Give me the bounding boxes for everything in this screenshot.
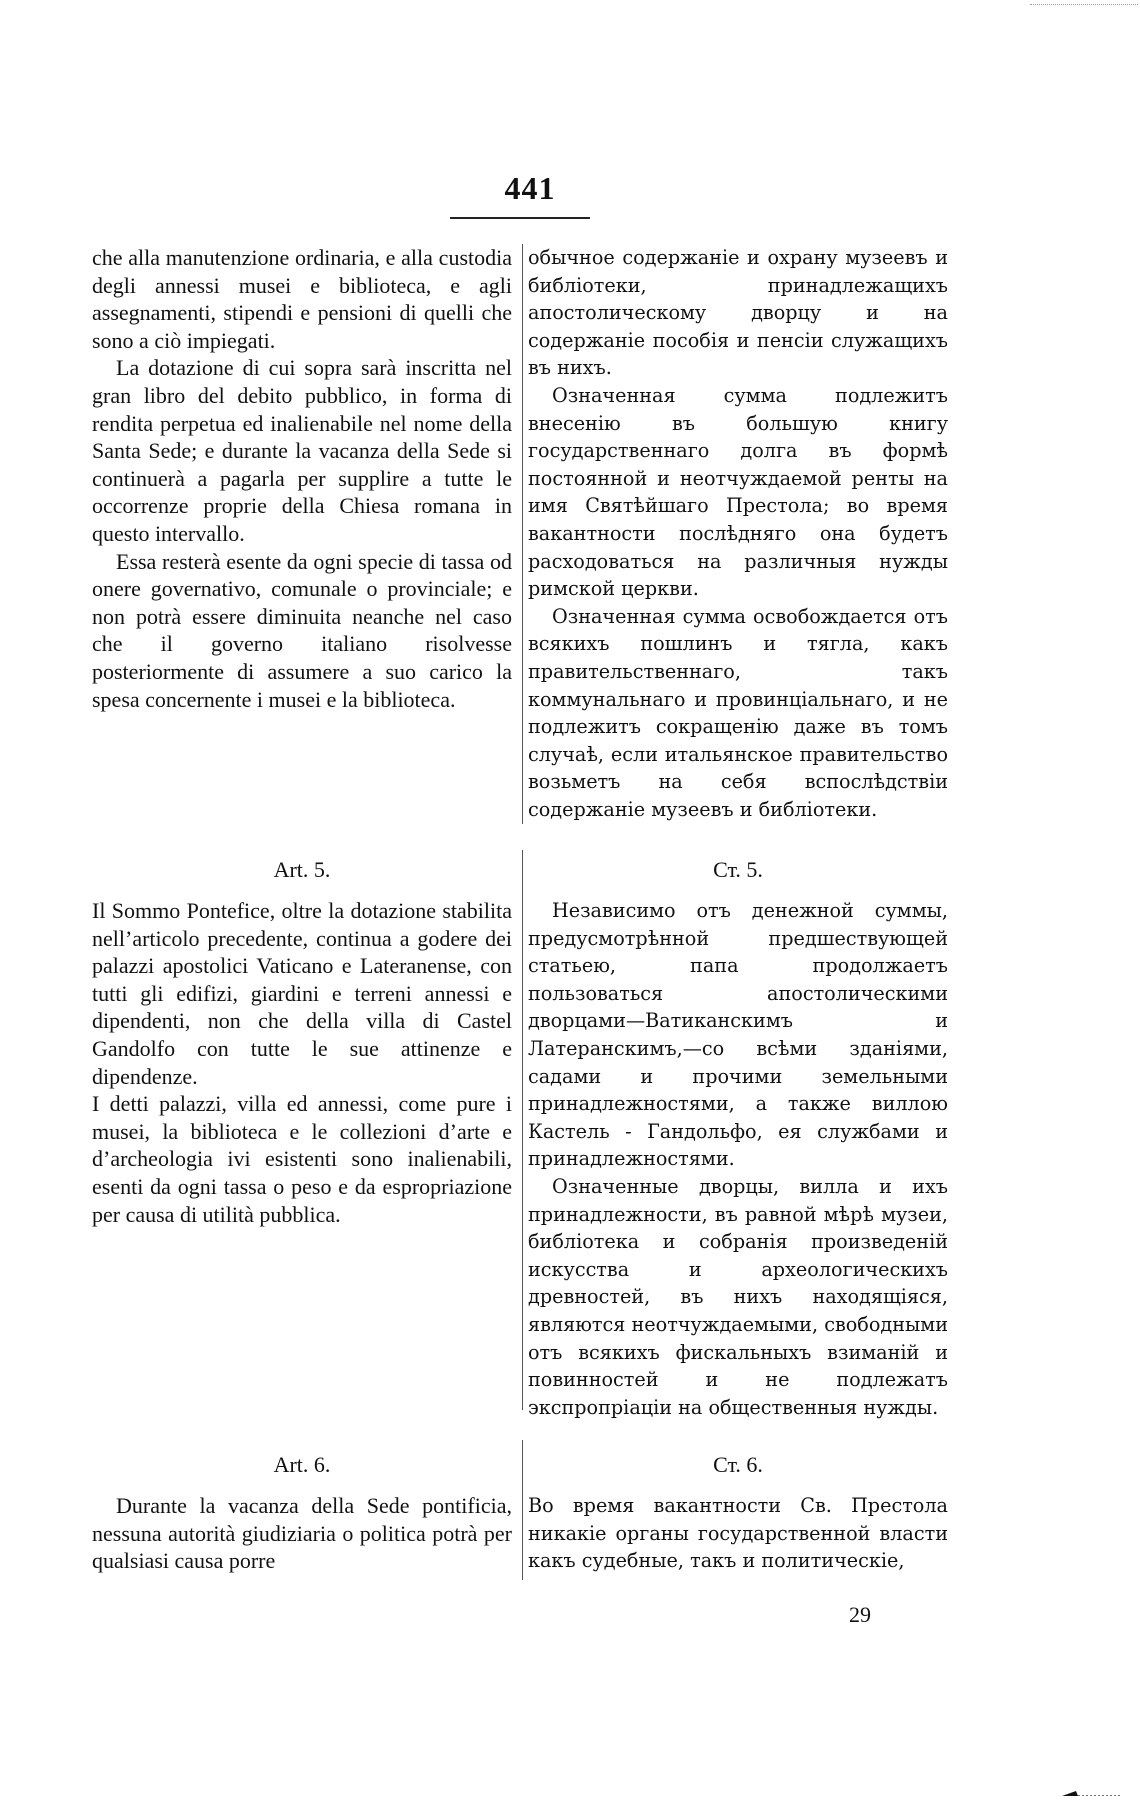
russian-column-block1: [528, 244, 948, 823]
column-divider: [522, 850, 523, 1410]
header-rule: [450, 217, 590, 219]
article-5-heading-russian: Ст. 5.: [713, 857, 763, 882]
italian-paragraph: Il Sommo Pontefice, oltre la dotazione stabilita nell’articolo precedente, continua a godere dei palazzi apostolici Vaticano e Lateranense, con tutti gli edifizi, giardini e terreni annessi e dipendenti, non che della villa di Castel Gandolfo con tutte le sue attinenze e dipendenze.: [92, 898, 512, 1089]
signature-number: 29: [849, 1602, 871, 1627]
article-5-heading-italian: Art. 5.: [273, 857, 331, 882]
russian-paragraph: Означенная сумма освобождается отъ всякихъ пошлинъ и тягла, какъ правительственнаго, такъ коммунальнаго и провинціальнаго, и не подлежитъ сокращенію даже въ томъ случаѣ, если итальянское правительство возьметъ на себя вспослѣдствіи содержаніе музеевъ и библіотеки.: [528, 604, 948, 821]
italian-paragraph: La dotazione di cui sopra sarà inscritta nel gran libro del debito pubblico, in forma di rendita perpetua ed inalienabile nel nome della Santa Sede; e durante la vacanza della Sede si continuerà a pagarla per supplire a tutte le occorrenze proprie della Chiesa romana in questo intervallo.: [92, 355, 512, 546]
italian-paragraph: Durante la vacanza della Sede pontificia, nessuna autorità giudiziaria o politica potrà per qualsiasi causa porre: [92, 1493, 512, 1574]
italian-paragraph: I detti palazzi, villa ed annessi, come pure i musei, la biblioteca e le collezioni d’arte e d’archeologia ivi esistenti sono inalienabili, esenti da ogni tassa o peso e da espropriazione per causa di utilità pubblica.: [92, 1091, 512, 1227]
scan-corner-mark: [1062, 1790, 1122, 1796]
column-divider: [522, 1440, 523, 1580]
russian-paragraph: Во время вакантности Св. Престола никакіе органы государственной власти какъ судебные, такъ и политическіе,: [528, 1494, 948, 1573]
top-edge-rule: [1030, 4, 1138, 5]
italian-paragraph: che alla manutenzione ordinaria, e alla custodia degli annessi musei e biblioteca, e agli assegnamenti, stipendi e pensioni di quelli che sono a ciò impiegati.: [92, 245, 512, 353]
russian-paragraph: Означенные дворцы, вилла и ихъ принадлежности, въ равной мѣрѣ музеи, библіотека и собранія произведеній искусства и археологическихъ древностей, въ нихъ находящіяся, являются неотчуждаемыми, свободными отъ всякихъ фискальныхъ взиманій и повинностей и не подлежатъ экспропріаціи на общественныя нужды.: [528, 1174, 948, 1419]
russian-paragraph: Независимо отъ денежной суммы, предусмотрѣнной предшествующей статьею, папа продолжаетъ пользоваться апостолическими дворцами—Ватиканскимъ и Латеранскимъ,—со всѣми зданіями, садами и прочими земельными принадлежностями, а также виллою Кастель - Гандольфо, ея службами и принадлежностями.: [528, 899, 948, 1171]
article-6-heading-italian: Art. 6.: [273, 1452, 331, 1477]
russian-paragraph: Означенная сумма подлежитъ внесенію въ большую книгу государственнаго долга въ формѣ постоянной и неотчуждаемой ренты на имя Святѣйшаго Престола; во время вакантности послѣдняго она будетъ расходоваться на различныя нужды римской церкви.: [528, 383, 948, 601]
article-6-heading-russian: Ст. 6.: [713, 1452, 763, 1477]
russian-column-article-5: [528, 897, 948, 1421]
page-number: 441: [504, 170, 556, 206]
italian-column-block1: [92, 244, 512, 713]
italian-paragraph: Essa resterà esente da ogni specie di tassa od onere governativo, comunale o provinciale; e non potrà essere diminuita neanche nel caso che il governo italiano risolvesse posteriormente di assumere a suo carico la spesa concernente i musei e la biblioteca.: [92, 548, 512, 712]
russian-column-article-6: [528, 1492, 948, 1575]
column-divider: [522, 244, 523, 824]
italian-column-article-6: [92, 1492, 512, 1575]
russian-paragraph: обычное содержаніе и охрану музеевъ и библіотеки, принадлежащихъ апостолическому дворцу и на содержаніе пособія и пенсіи служащихъ въ нихъ.: [528, 246, 948, 380]
italian-column-article-5: [92, 897, 512, 1228]
